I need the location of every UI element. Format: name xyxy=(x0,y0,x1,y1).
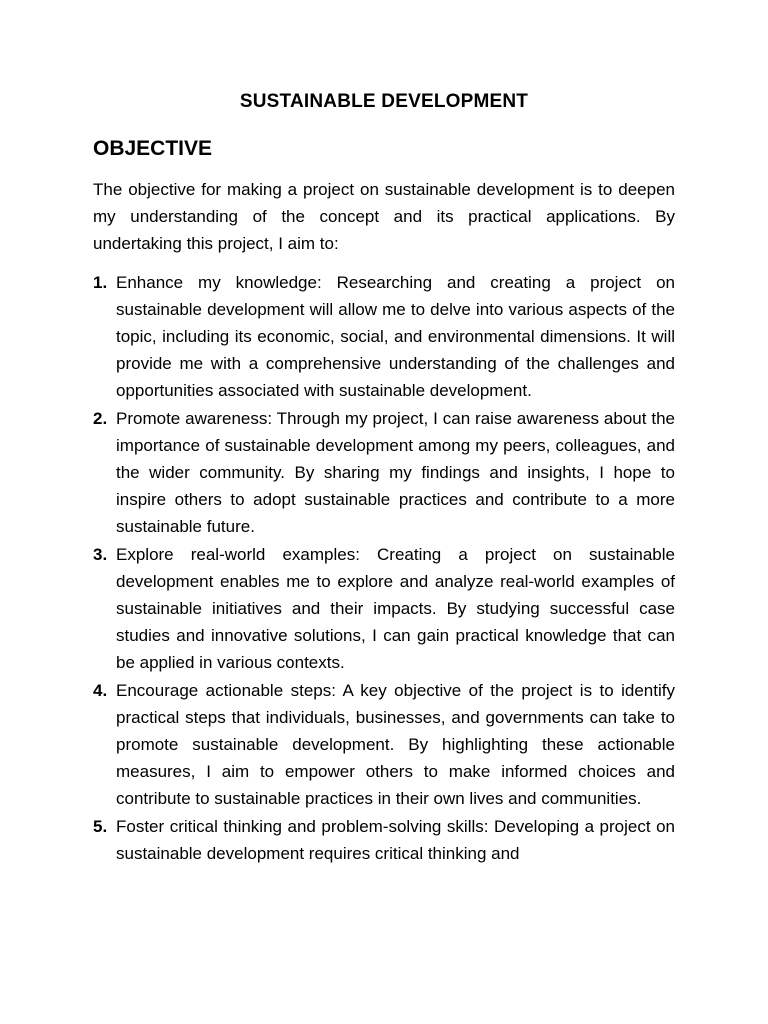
objective-list xyxy=(93,269,675,867)
list-item-number: 2. xyxy=(93,408,108,428)
document-page xyxy=(93,88,675,867)
list-item-text: Explore real-world examples: Creating a project on sustainable development enables me to explore and analyze real-world examples of sustainable initiatives and their impacts. By studying successful case studies and innovative solutions, I can gain practical knowledge that can be applied in various contexts. xyxy=(116,544,675,673)
list-item xyxy=(93,813,675,867)
list-item-text: Promote awareness: Through my project, I can raise awareness about the importance of sustainable development among my peers, colleagues, and the wider community. By sharing my findings and insights, I hope to inspire others to adopt sustainable practices and contribute to a more sustainable future. xyxy=(116,408,675,537)
list-item-number: 5. xyxy=(93,816,108,836)
document-title: SUSTAINABLE DEVELOPMENT xyxy=(239,91,529,112)
list-item-number: 1. xyxy=(93,272,108,292)
list-item-text: Enhance my knowledge: Researching and creating a project on sustainable development will allow me to delve into various aspects of the topic, including its economic, social, and environmental dimensions. It will provide me with a comprehensive understanding of the challenges and opportunities associated with sustainable development. xyxy=(116,272,675,401)
list-item-number: 3. xyxy=(93,544,108,564)
list-item xyxy=(93,405,675,541)
list-item-number: 4. xyxy=(93,680,108,700)
list-item-text: Encourage actionable steps: A key objective of the project is to identify practical steps that individuals, businesses, and governments can take to promote sustainable development. By highlighting these actionable measures, I aim to empower others to make informed choices and contribute to sustainable practices in their own lives and communities. xyxy=(116,680,675,809)
list-item xyxy=(93,269,675,405)
list-item-text: Foster critical thinking and problem-solving skills: Developing a project on sustainable development requires critical thinking and xyxy=(116,816,675,863)
section-heading: OBJECTIVE xyxy=(93,137,213,160)
list-item xyxy=(93,541,675,677)
list-item xyxy=(93,677,675,813)
intro-paragraph: The objective for making a project on sustainable development is to deepen my understanding of the concept and its practical applications. By undertaking this project, I aim to: xyxy=(93,180,675,254)
